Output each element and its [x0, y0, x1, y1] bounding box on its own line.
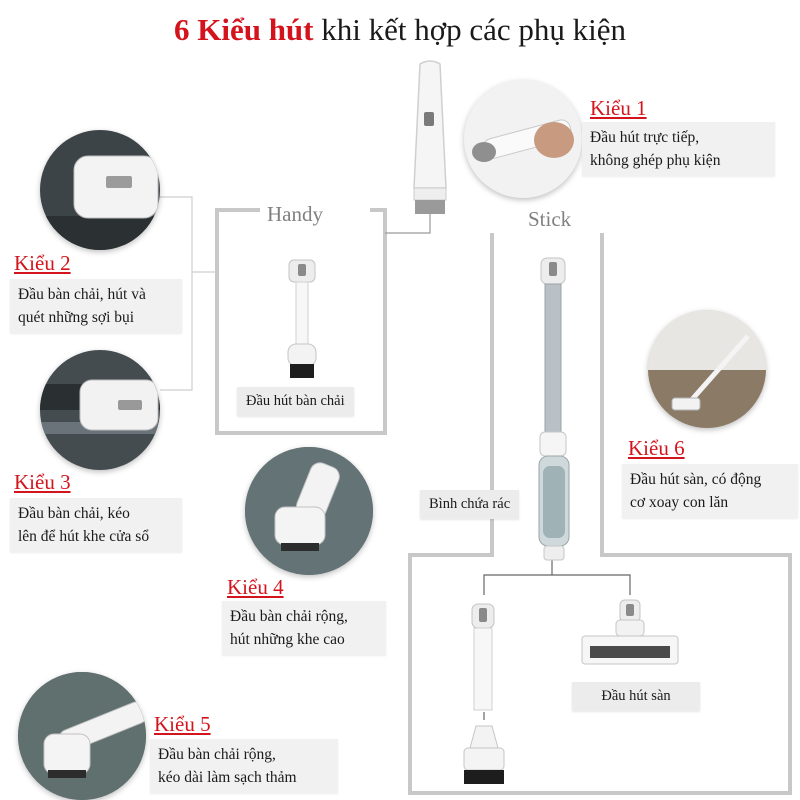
mode3-desc-line1: Đầu bàn chải, kéo: [18, 505, 130, 522]
stick-vacuum-illustration: [528, 252, 578, 572]
mode3-label: Kiểu 3: [14, 470, 71, 494]
mode6-description: [622, 464, 798, 518]
mode6-desc-line2: cơ xoay con lăn: [630, 494, 729, 511]
floor-head-illustration: [580, 598, 680, 670]
mode1-desc-line1: Đầu hút trực tiếp,: [590, 129, 700, 146]
extension-tube-illustration: [462, 598, 506, 792]
mode2-desc-line2: quét những sợi bụi: [18, 309, 135, 326]
mode5-illustration: [18, 672, 146, 800]
mode2-photo: [40, 130, 160, 250]
mode6-label: Kiểu 6: [628, 436, 685, 460]
mode4-description: [222, 601, 386, 655]
mode5-label: Kiểu 5: [154, 712, 211, 736]
caption-brush-head: Đầu hút bàn chải: [237, 387, 354, 416]
mode6-photo: [648, 310, 766, 428]
section-label-handy: Handy: [267, 202, 323, 226]
caption-floor-head: Đầu hút sàn: [572, 682, 700, 711]
mode2-label: Kiểu 2: [14, 251, 71, 275]
title-highlight: 6 Kiểu hút: [173, 12, 314, 47]
mode2-illustration: [40, 130, 160, 250]
mode1-photo: [464, 80, 582, 198]
mode1-desc-line2: không ghép phụ kiện: [590, 152, 721, 169]
mode3-desc-line2: lên để hút khe cửa sổ: [18, 528, 150, 545]
mode4-desc-line1: Đầu bàn chải rộng,: [230, 608, 348, 625]
mode1-label: Kiểu 1: [590, 96, 647, 120]
mode3-illustration: [40, 350, 160, 470]
mode4-photo: [245, 447, 373, 575]
mode5-photo: [18, 672, 146, 800]
mode2-description: [10, 279, 182, 333]
mode3-photo: [40, 350, 160, 470]
mode4-label: Kiểu 4: [227, 575, 284, 599]
title-rest: khi kết hợp các phụ kiện: [321, 12, 627, 47]
handy-brush-illustration: [280, 256, 324, 386]
mode4-illustration: [245, 447, 373, 575]
mode4-desc-line2: hút những khe cao: [230, 631, 345, 648]
accessory-connector: [484, 575, 630, 595]
mode5-description: [150, 739, 338, 793]
mode1-description: [582, 122, 775, 176]
mode1-illustration: [464, 80, 582, 198]
mode5-desc-line2: kéo dài làm sạch thảm: [158, 769, 297, 786]
mode5-desc-line1: Đầu bàn chải rộng,: [158, 746, 276, 763]
mode6-illustration: [648, 310, 766, 428]
handheld-nozzle-illustration: [400, 58, 460, 218]
mode3-description: [10, 498, 182, 552]
mode2-desc-line1: Đầu bàn chải, hút và: [18, 286, 146, 303]
section-label-stick: Stick: [528, 207, 572, 231]
mode6-desc-line1: Đầu hút sàn, có động: [630, 471, 762, 488]
caption-dustbin: Bình chứa rác: [420, 490, 519, 519]
